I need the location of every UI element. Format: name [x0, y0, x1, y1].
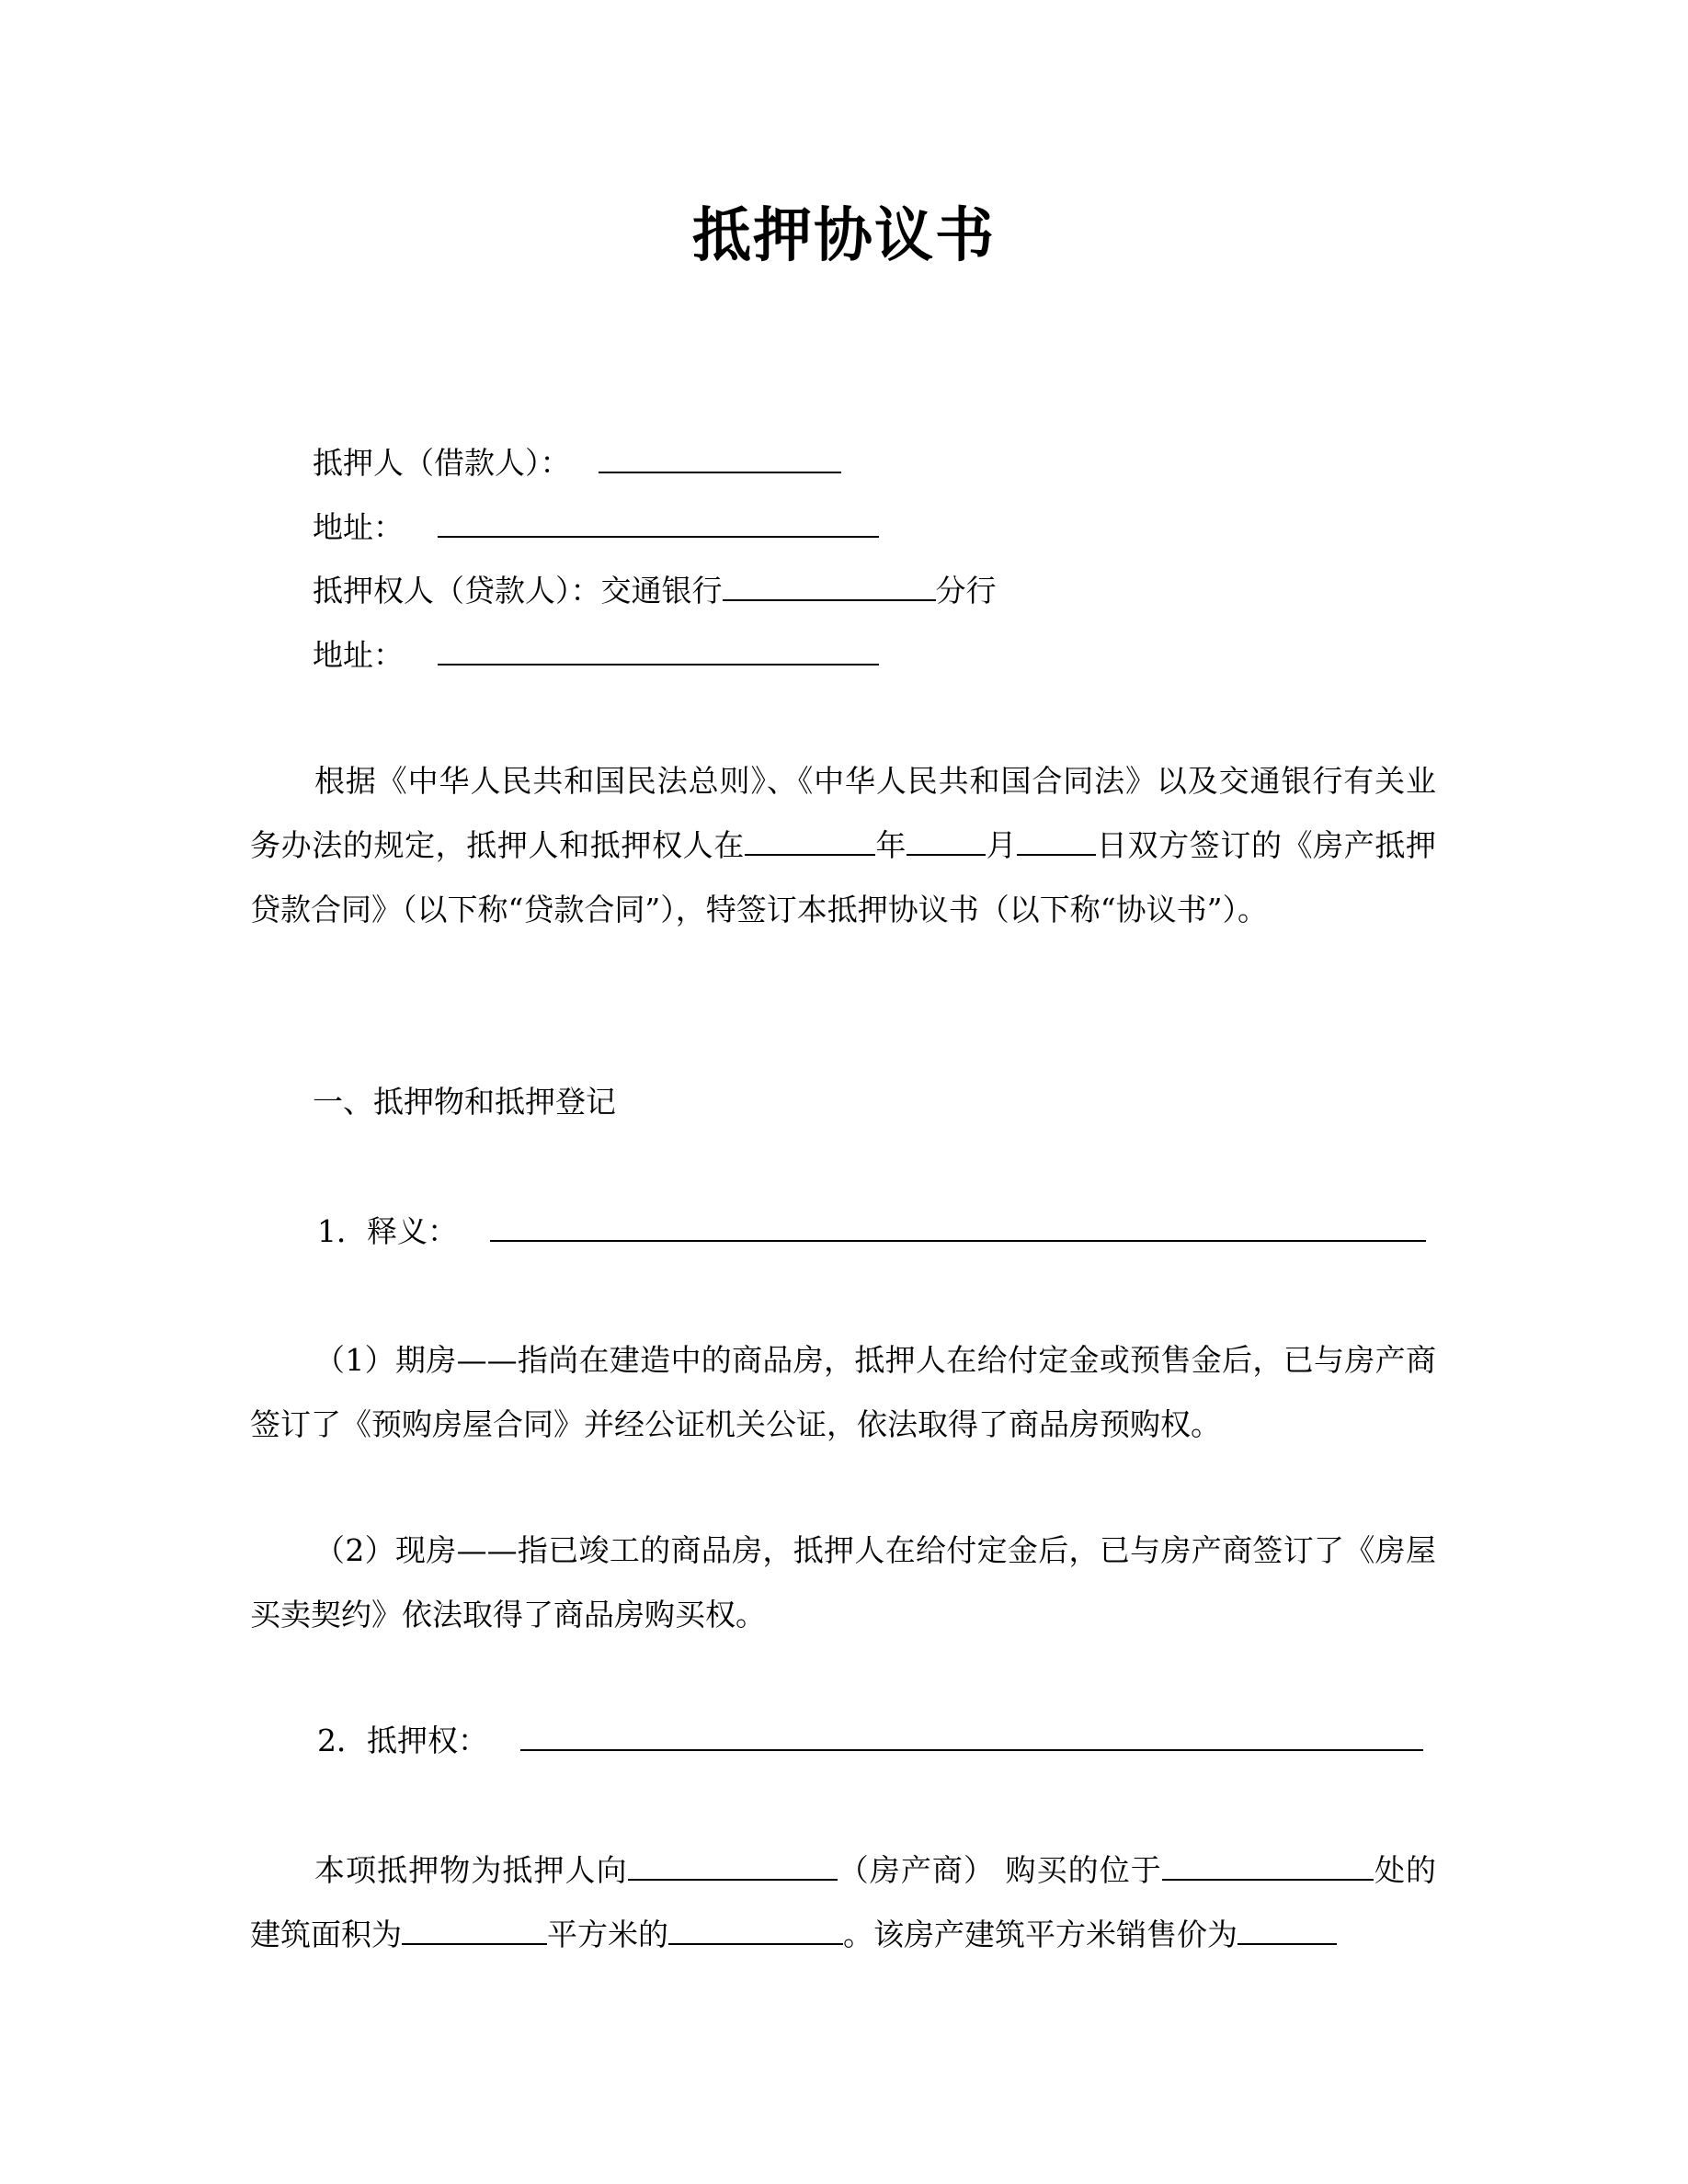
- mortgagee-address-line: [313, 633, 879, 677]
- definition-1-paragraph: （1）期房——指尚在建造中的商品房，抵押人在给付定金或预售金后，已与房产商签订了《预购房屋合同》并经公证机关公证，依法取得了商品房预购权。: [250, 1342, 1436, 1442]
- mortgagee-address-label: 地址：: [313, 637, 404, 673]
- mortgagor-line: [313, 441, 841, 485]
- preamble-paragraph: [250, 749, 1436, 942]
- collateral-text-1: 本项抵押物为抵押人向: [314, 1852, 628, 1888]
- mortgagor-address-blank: [438, 506, 879, 538]
- definition-2-paragraph: （2）现房——指已竣工的商品房，抵押人在给付定金后，已与房产商签订了《房屋买卖契约》依法取得了商品房购买权。: [250, 1532, 1436, 1632]
- collateral-text-5: 。该房产建筑平方米销售价为: [843, 1917, 1237, 1952]
- item-2-blank: [520, 1720, 1423, 1751]
- preamble-text-2: 日双方签订的《房产抵押贷款合同》（以下称“贷款合同”），特签订本抵押协议书（以下称“协议书”）。: [250, 827, 1437, 927]
- collateral-text-3: 处的建筑面积为: [250, 1852, 1436, 1952]
- mortgagor-address-line: [313, 506, 879, 550]
- developer-blank: [628, 1849, 838, 1881]
- property-type-blank: [668, 1914, 843, 1945]
- item-1-blank: [490, 1211, 1426, 1242]
- mortgagor-address-label: 地址：: [313, 509, 404, 545]
- mortgagee-address-blank: [438, 634, 879, 665]
- mortgagee-branch-suffix: 分行: [935, 573, 997, 609]
- item-2-label: 2．抵押权：: [317, 1723, 488, 1758]
- document-title: 抵押协议书: [692, 202, 996, 270]
- collateral-paragraph: [250, 1838, 1436, 1967]
- sign-year-blank: [745, 825, 875, 856]
- location-blank: [1162, 1849, 1374, 1881]
- item-1-label: 1．释义：: [317, 1213, 458, 1249]
- section-1-heading: 一、抵押物和抵押登记: [313, 1084, 616, 1120]
- sign-day-blank: [1017, 825, 1096, 856]
- mortgagee-branch-blank: [723, 570, 936, 601]
- mortgagor-name-blank: [599, 442, 841, 473]
- collateral-text-4: 平方米的: [547, 1917, 668, 1952]
- mortgagor-label: 抵押人（借款人）：: [313, 445, 571, 481]
- collateral-text-2: （房产商） 购买的位于: [837, 1852, 1162, 1888]
- mortgagee-line: [313, 569, 997, 613]
- item-2-line: [317, 1719, 1423, 1763]
- preamble-month: 月: [986, 827, 1018, 863]
- preamble-year: 年: [874, 827, 907, 863]
- sign-month-blank: [907, 825, 986, 856]
- mortgagee-label: 抵押权人（贷款人）：交通银行: [313, 573, 723, 609]
- preamble-text-1: 根据《中华人民共和国民法总则》、《中华人民共和国合同法》以及交通银行有关业务办法的规定，抵押人和抵押权人在: [250, 763, 1436, 863]
- area-blank: [402, 1914, 547, 1945]
- price-blank: [1237, 1914, 1337, 1945]
- item-1-line: [317, 1210, 1426, 1254]
